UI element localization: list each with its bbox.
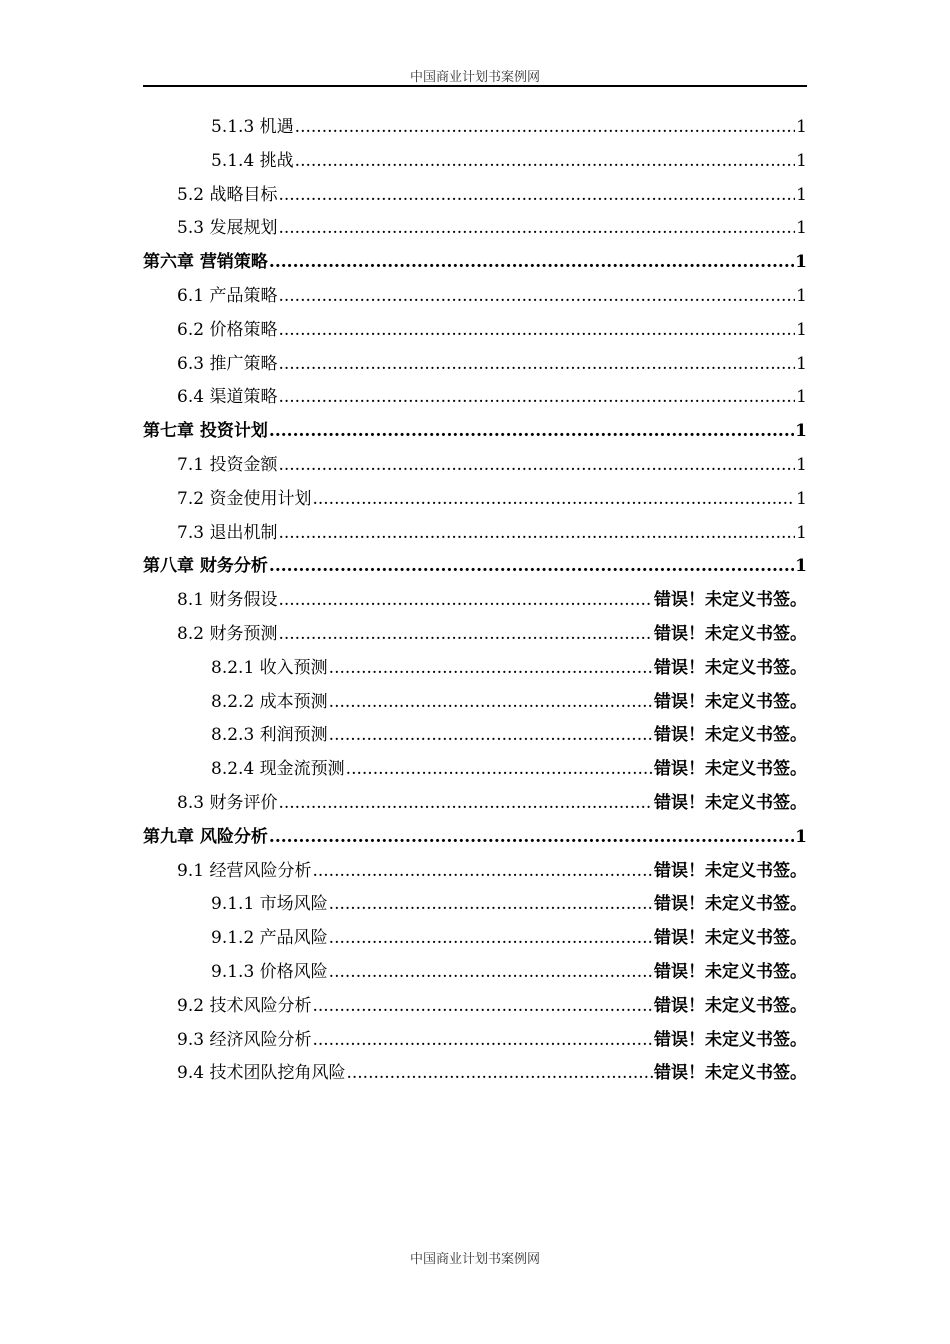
toc-entry[interactable] <box>143 314 807 348</box>
toc-dot-leader <box>278 381 795 415</box>
toc-dot-leader <box>269 550 794 584</box>
toc-entry-label: 第六章 营销策略 <box>143 252 268 273</box>
toc-dot-leader <box>278 314 795 348</box>
toc-entry-label: 9.1.1 市场风险 <box>211 894 328 915</box>
toc-dot-leader <box>312 1024 653 1058</box>
toc-entry-page: 1 <box>796 184 807 205</box>
toc-entry-label: 7.3 退出机制 <box>177 522 278 543</box>
toc-dot-leader <box>329 956 653 990</box>
toc-entry-label: 8.2.1 收入预测 <box>211 657 328 678</box>
toc-entry-page: 1 <box>796 488 807 509</box>
toc-entry-label: 8.2.4 现金流预测 <box>211 759 345 780</box>
toc-dot-leader <box>278 449 795 483</box>
toc-entry[interactable] <box>143 821 807 855</box>
toc-dot-leader <box>329 922 653 956</box>
toc-dot-leader <box>278 787 653 821</box>
toc-entry[interactable] <box>143 381 807 415</box>
toc-dot-leader <box>295 145 796 179</box>
toc-entry-label: 5.1.3 机遇 <box>211 117 294 137</box>
toc-dot-leader <box>269 821 794 855</box>
toc-entry-label: 6.4 渠道策略 <box>177 387 278 408</box>
toc-entry-page: 错误！未定义书签。 <box>654 860 807 881</box>
toc-entry-page: 1 <box>796 387 807 408</box>
toc-entry-label: 9.3 经济风险分析 <box>177 1029 312 1050</box>
toc-entry-page: 错误！未定义书签。 <box>654 928 807 949</box>
toc-entry[interactable] <box>143 550 807 584</box>
toc-entry[interactable] <box>143 787 807 821</box>
toc-entry[interactable] <box>143 956 807 990</box>
toc-dot-leader <box>312 990 653 1024</box>
toc-entry-label: 第八章 财务分析 <box>143 556 268 577</box>
toc-entry[interactable] <box>143 483 807 517</box>
toc-entry[interactable] <box>143 753 807 787</box>
toc-entry-page: 1 <box>796 285 807 306</box>
toc-entry[interactable] <box>143 212 807 246</box>
toc-dot-leader <box>295 111 796 145</box>
toc-dot-leader <box>329 686 653 720</box>
toc-entry[interactable] <box>143 719 807 753</box>
toc-entry[interactable] <box>143 990 807 1024</box>
toc-dot-leader <box>312 483 795 517</box>
toc-entry-label: 5.3 发展规划 <box>177 218 278 239</box>
toc-entry-label: 8.3 财务评价 <box>177 792 278 813</box>
toc-entry-label: 9.2 技术风险分析 <box>177 995 312 1016</box>
toc-dot-leader <box>278 348 795 382</box>
toc-entry-page: 错误！未定义书签。 <box>654 623 807 644</box>
toc-entry[interactable] <box>143 179 807 213</box>
toc-entry-label: 9.4 技术团队挖角风险 <box>177 1063 346 1084</box>
toc-entry-page: 1 <box>795 826 807 847</box>
toc-entry-page: 错误！未定义书签。 <box>654 961 807 982</box>
toc-entry[interactable] <box>143 652 807 686</box>
toc-entry[interactable] <box>143 584 807 618</box>
toc-entry-label: 5.1.4 挑战 <box>211 150 294 171</box>
page-header: 中国商业计划书案例网 <box>409 70 540 85</box>
toc-entry-label: 7.1 投资金额 <box>177 454 278 475</box>
toc-entry-label: 8.2.2 成本预测 <box>211 691 328 712</box>
toc-dot-leader <box>346 1057 653 1091</box>
toc-entry-page: 1 <box>796 319 807 340</box>
toc-dot-leader <box>278 618 653 652</box>
toc-entry-page: 错误！未定义书签。 <box>654 590 807 611</box>
toc-entry-label: 9.1 经营风险分析 <box>177 860 312 881</box>
toc-entry[interactable] <box>143 922 807 956</box>
table-of-contents <box>143 111 807 1091</box>
toc-dot-leader <box>269 246 794 280</box>
toc-entry-page: 错误！未定义书签。 <box>654 1029 807 1050</box>
toc-dot-leader <box>269 415 794 449</box>
toc-entry[interactable] <box>143 145 807 179</box>
toc-entry-page: 1 <box>796 218 807 239</box>
toc-entry-label: 8.1 财务假设 <box>177 590 278 611</box>
toc-entry[interactable] <box>143 280 807 314</box>
toc-entry-label: 6.1 产品策略 <box>177 285 278 306</box>
toc-entry[interactable] <box>143 1024 807 1058</box>
toc-dot-leader <box>278 584 653 618</box>
toc-entry-page: 错误！未定义书签。 <box>654 725 807 746</box>
toc-entry-page: 1 <box>795 556 807 577</box>
toc-dot-leader <box>346 753 653 787</box>
toc-dot-leader <box>278 212 795 246</box>
toc-entry-page: 错误！未定义书签。 <box>654 792 807 813</box>
toc-entry[interactable] <box>143 855 807 889</box>
toc-entry[interactable] <box>143 1057 807 1091</box>
toc-entry-page: 1 <box>796 454 807 475</box>
toc-entry[interactable] <box>143 111 807 145</box>
toc-entry-label: 8.2 财务预测 <box>177 623 278 644</box>
toc-entry-page: 1 <box>796 522 807 543</box>
toc-dot-leader <box>278 517 795 551</box>
toc-entry[interactable] <box>143 449 807 483</box>
toc-entry-label: 7.2 资金使用计划 <box>177 488 312 509</box>
toc-dot-leader <box>278 179 795 213</box>
toc-entry-label: 6.2 价格策略 <box>177 319 278 340</box>
toc-entry[interactable] <box>143 618 807 652</box>
toc-dot-leader <box>329 888 653 922</box>
toc-entry-label: 6.3 推广策略 <box>177 353 278 374</box>
toc-entry-label: 9.1.2 产品风险 <box>211 928 328 949</box>
toc-entry[interactable] <box>143 686 807 720</box>
toc-entry-page: 错误！未定义书签。 <box>654 1063 807 1084</box>
toc-entry-label: 8.2.3 利润预测 <box>211 725 328 746</box>
toc-entry-page: 错误！未定义书签。 <box>654 657 807 678</box>
toc-entry-page: 错误！未定义书签。 <box>654 995 807 1016</box>
toc-entry[interactable] <box>143 517 807 551</box>
toc-entry-page: 错误！未定义书签。 <box>654 691 807 712</box>
toc-entry-page: 1 <box>795 252 807 273</box>
toc-entry-page: 1 <box>796 150 807 171</box>
toc-entry[interactable] <box>143 246 807 280</box>
toc-entry-page: 1 <box>796 117 807 137</box>
page-footer: 中国商业计划书案例网 <box>409 1252 540 1267</box>
toc-entry-page: 1 <box>795 421 807 442</box>
toc-entry[interactable] <box>143 415 807 449</box>
toc-entry-page: 1 <box>796 353 807 374</box>
toc-entry-label: 9.1.3 价格风险 <box>211 961 328 982</box>
toc-entry-label: 5.2 战略目标 <box>177 184 278 205</box>
toc-dot-leader <box>329 719 653 753</box>
toc-entry[interactable] <box>143 348 807 382</box>
toc-entry[interactable] <box>143 888 807 922</box>
toc-entry-page: 错误！未定义书签。 <box>654 894 807 915</box>
toc-entry-label: 第九章 风险分析 <box>143 826 268 847</box>
toc-dot-leader <box>312 855 653 889</box>
toc-dot-leader <box>278 280 795 314</box>
header-rule <box>143 85 807 87</box>
toc-dot-leader <box>329 652 653 686</box>
toc-entry-label: 第七章 投资计划 <box>143 421 268 442</box>
toc-entry-page: 错误！未定义书签。 <box>654 759 807 780</box>
